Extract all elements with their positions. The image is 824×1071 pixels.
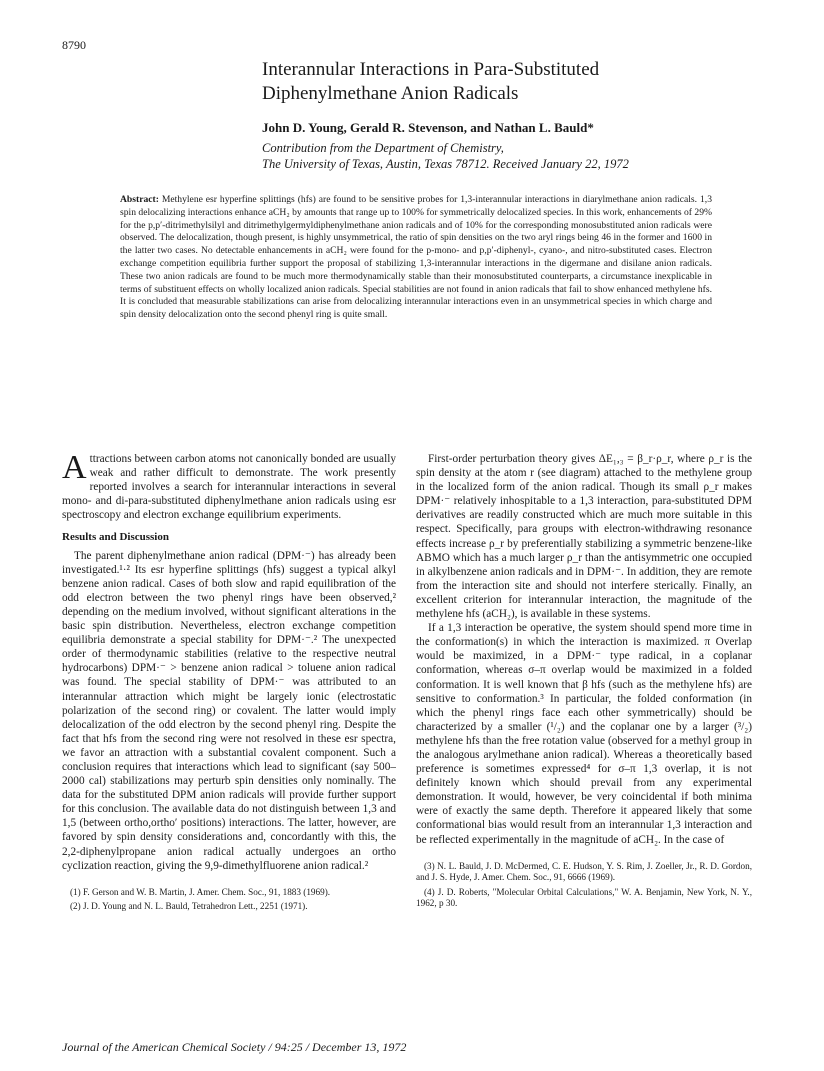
affiliation (262, 140, 742, 172)
drop-cap: A (62, 452, 87, 486)
journal-footer: Journal of the American Chemical Society / 94:25 / December 13, 1972 (62, 1040, 407, 1054)
footnote-4: (4) J. D. Roberts, "Molecular Orbital Calculations," W. A. Benjamin, New York, N. Y., 1962, p 30. (416, 886, 752, 909)
body-paragraph: If a 1,3 interaction be operative, the system should spend more time in the conformation(s) in which the interaction is maximized. π Overlap would be maximized, in a DPM·⁻ type radical, in a coplanar conformation, whereas σ–π overlap would be maximized in a folded conformation. It is well known that β hfs (such as the methylene hfs) are sensitive to conformation.³ In particular, the folded conformation (in which the phenyl rings face each other symmetrically) should be characterized by a smaller (¹/₂) and the coplanar one by a larger (³/₂) methylene hfs than the free rotation value (observed for a methyl group in the analogous arylmethane anion radical). Whereas a theoretically based preference is sometimes expressed⁴ for σ–π 1,3 overlap, it is not definitely known which should prevail from any experimental demonstration. It would, however, be very coincidental if both minima were of exactly the same depth. Therefore it appeared likely that some conformational bias would result from an interannular 1,3 interaction and be reflected experimentally in the magnitude of aCH₂. In the case of (416, 622, 752, 846)
page-number: 8790 (62, 38, 86, 52)
footnotes-left (62, 883, 396, 913)
body-paragraph: First-order perturbation theory gives ΔE₁,₃ = β_r·ρ_r, where ρ_r is the spin density at the atom r (see diagram) attached to the methylene group in the localized form of the anion radical. Though its small ρ_r makes DPM·⁻ relatively inhospitable to a 1,3 interaction, para-substituted DPM derivatives are readily constructed which are much more suitable in this respect. Specifically, para groups with electron-withdrawing resonance effects increase ρ_r by preferentially stabilizing a symmetric benzene-like ABMO which has a much larger ρ_r than the antisymmetric one occupied in alkylbenzene anion radicals and in DPM·⁻. In addition, they are remote from the interaction site and should not interfere sterically. Finally, an excellent criterion for interannular interaction, the magnitude of the methylene hfs (aCH₂), is available in these systems. (416, 453, 752, 621)
authors: John D. Young, Gerald R. Stevenson, and Nathan L. Bauld* (262, 120, 594, 135)
title-line-2: Diphenylmethane Anion Radicals (262, 83, 519, 104)
intro-text: ttractions between carbon atoms not canonically bonded are usually weak and rather difficult to demonstrate. The work presently reported involves a search for interannular interactions in several mono- and di-para-substituted diphenylmethane anion radicals using esr spectroscopy and electron exchange equilibrium experiments. (62, 453, 396, 522)
footnote-3: (3) N. L. Bauld, J. D. McDermed, C. E. Hudson, Y. S. Rim, J. Zoeller, Jr., R. D. Gordon, and J. S. Hyde, J. Amer. Chem. Soc., 91, 6666 (1969). (416, 860, 752, 883)
section-heading: Results and Discussion (62, 531, 169, 544)
article-title (262, 58, 762, 106)
footnotes-right (416, 857, 752, 910)
left-column (62, 452, 396, 1037)
affiliation-line-2: The University of Texas, Austin, Texas 78712. Received January 22, 1972 (262, 157, 629, 171)
body-paragraph: The parent diphenylmethane anion radical (DPM·⁻) has already been investigated.¹·² Its esr hyperfine splittings (hfs) suggest a typical alkyl benzene anion radical. Cases of both slow and rapid equilibration of the odd electron between the two phenyl rings have been observed,² depending on the medium involved, without significant alterations in the basic spin distribution. Nevertheless, electron exchange competition equilibria demonstrate a special stability for DPM·⁻.² The unexpected order of thermodynamic stabilities (relative to the respective neutral hydrocarbons) DPM·⁻ > benzene anion radical > toluene anion radical was found. The special stability of DPM·⁻ was attributed to an interannular attraction which might be largely ionic (electrostatic polarization of the second ring) or covalent. The latter would imply delocalization of the odd electron by the second phenyl ring. Despite the fact that hfs from the second ring were not resolved in these esr spectra, we favor an attraction with a substantial covalent component. Such a conclusion requires that interactions which lead to significant (say 500–2000 cal) stabilizations may perturb spin densities only nominally. The data for the substituted DPM anion radicals will provide further support for this conclusion. The available data do not distinguish between 1,3 and 1,5 (between ortho,ortho′ positions) interactions. The latter, however, are favored by spin density considerations and, concordantly with this, the 2,2-diphenylpropane anion radical actually undergoes an ortho cyclization reaction, giving the 9,9-dimethylfluorene anion radical.² (62, 549, 396, 872)
affiliation-line-1: Contribution from the Department of Chemistry, (262, 141, 504, 155)
footnote-2: (2) J. D. Young and N. L. Bauld, Tetrahedron Lett., 2251 (1971). (70, 901, 308, 912)
footnote-1: (1) F. Gerson and W. B. Martin, J. Amer. Chem. Soc., 91, 1883 (1969). (70, 886, 331, 897)
intro-paragraph (62, 452, 396, 522)
abstract-label: Abstract: (120, 194, 159, 205)
abstract (120, 194, 712, 322)
right-column (416, 452, 752, 1037)
abstract-text: Methylene esr hyperfine splittings (hfs) are found to be sensitive probes for 1,3-interannular interactions in diarylmethane anion radicals. 1,3 spin delocalizing interactions enhance aCH₂ by amounts that range up to 100% for symmetrically delocalized species. In this work, enhancements of 29% for the p,p′-ditrimethylsilyl and ditrimethylgermyldiphenylmethane anion radicals and of 10% for the corresponding monosubstituted anion radicals were observed. The delocalization, though present, is highly unsymmetrical, the ratio of spin densities on the two aryl rings being 46 in the former and 1600 in the latter two cases. No detectable enhancements in aCH₂ were found for the p-mono- and p,p′-diphenyl-, cyano-, and nitro-substituted cases. Electron exchange competition equilibria further support the proposal of stabilizing 1,3-interannular interactions in the digermane and disilane anion radicals. These two anion radicals are found to be much more thermodynamically stable than their monosubstituted counterparts, a circumstance inexplicable in terms of substituent effects on wholly localized anion radicals. Special stabilities are not found in anion radicals that fail to show enhanced methylene hfs. It is concluded that measurable stabilizations can arise from delocalizing interannular interactions even in an unsymmetrical species in which charge and spin density delocalization onto the second phenyl ring is quite small. (120, 194, 712, 321)
title-line-1: Interannular Interactions in Para-Substituted (262, 59, 600, 80)
